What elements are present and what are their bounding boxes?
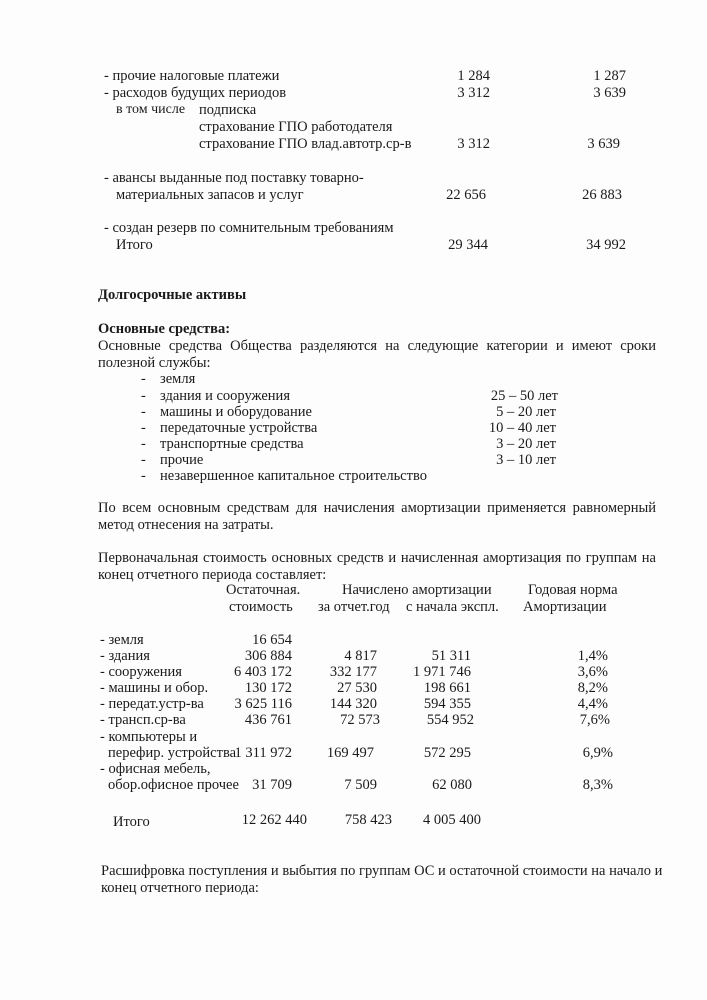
cell-rate: 3,6% <box>577 664 608 680</box>
category-name: прочие <box>160 452 204 468</box>
cell-residual: 130 172 <box>244 680 292 696</box>
row-label: - расходов будущих периодов <box>104 85 287 101</box>
list-bullet: - <box>141 452 146 468</box>
category-name: передаточные устройства <box>160 420 318 436</box>
value-prior: 3 639 <box>587 136 620 152</box>
cell-total: 554 952 <box>426 712 474 728</box>
row-sublabel: страхование ГПО работодателя <box>199 119 393 135</box>
cell-total: 62 080 <box>432 777 472 793</box>
category-name: машины и оборудование <box>160 404 312 420</box>
row-label: - создан резерв по сомнительным требованиям <box>104 220 394 236</box>
cell-total: 1 971 746 <box>413 664 471 680</box>
value-prior: 3 639 <box>593 85 626 101</box>
header-rate-cont: Амортизации <box>523 599 607 615</box>
row-name: - офисная мебель, <box>100 761 211 777</box>
useful-life: 3 – 10 лет <box>496 452 556 468</box>
cell-residual: 1 311 972 <box>234 745 292 761</box>
cell-residual: 16 654 <box>252 632 292 648</box>
value-current: 22 656 <box>446 187 486 203</box>
cell-total: 594 355 <box>423 696 471 712</box>
fixed-assets-intro-cont: полезной службы: <box>98 355 211 371</box>
list-bullet: - <box>141 468 146 484</box>
row-label: - авансы выданные под поставку товарно- <box>104 170 364 186</box>
total-label: Итого <box>113 814 150 830</box>
total-residual: 12 262 440 <box>241 812 307 828</box>
table-intro: Первоначальная стоимость основных средств и начисленная амортизация по группам на <box>98 550 656 566</box>
useful-life: 25 – 50 лет <box>490 388 558 404</box>
category-name: незавершенное капитальное строительство <box>160 468 427 484</box>
list-bullet: - <box>141 404 146 420</box>
row-label: - прочие налоговые платежи <box>104 68 280 84</box>
cell-residual: 31 709 <box>252 777 292 793</box>
cell-year: 27 530 <box>337 680 377 696</box>
row-name: - сооружения <box>100 664 182 680</box>
row-name: - передат.устр-ва <box>100 696 204 712</box>
list-bullet: - <box>141 371 146 387</box>
cell-residual: 6 403 172 <box>234 664 292 680</box>
fixed-assets-heading: Основные средства: <box>98 321 231 337</box>
cell-year: 72 573 <box>340 712 380 728</box>
value-current: 3 312 <box>457 136 490 152</box>
header-residual-cont: стоимость <box>229 599 293 615</box>
depreciation-method-cont: метод отнесения на затраты. <box>98 517 274 533</box>
useful-life: 5 – 20 лет <box>496 404 556 420</box>
row-name: - компьютеры и <box>100 729 198 745</box>
list-bullet: - <box>141 436 146 452</box>
total-since-start: 4 005 400 <box>423 812 481 828</box>
header-for-year: за отчет.год <box>318 599 390 615</box>
cell-rate: 1,4% <box>577 648 608 664</box>
cell-year: 4 817 <box>344 648 377 664</box>
total-label: Итого <box>116 237 153 253</box>
row-label-cont: материальных запасов и услуг <box>116 187 304 203</box>
total-current: 29 344 <box>448 237 488 253</box>
row-name: - здания <box>100 648 150 664</box>
value-prior: 1 287 <box>593 68 626 84</box>
cell-year: 332 177 <box>329 664 377 680</box>
cell-total: 198 661 <box>423 680 471 696</box>
useful-life: 3 – 20 лет <box>496 436 556 452</box>
fixed-assets-intro: Основные средства Общества разделяются на следующие категории и имеют сроки <box>98 338 656 354</box>
section-title: Долгосрочные активы <box>98 287 247 303</box>
row-name-cont: обор.офисное прочее <box>108 777 239 793</box>
cell-rate: 8,2% <box>577 680 608 696</box>
category-name: земля <box>160 371 196 387</box>
value-current: 3 312 <box>457 85 490 101</box>
category-name: здания и сооружения <box>160 388 290 404</box>
cell-year: 7 509 <box>344 777 377 793</box>
cell-year: 169 497 <box>326 745 374 761</box>
value-prior: 26 883 <box>582 187 622 203</box>
list-bullet: - <box>141 388 146 404</box>
row-label: в том числе <box>116 102 186 117</box>
total-prior: 34 992 <box>586 237 626 253</box>
cell-residual: 3 625 116 <box>234 696 292 712</box>
cell-total: 572 295 <box>423 745 471 761</box>
cell-residual: 436 761 <box>244 712 292 728</box>
list-bullet: - <box>141 420 146 436</box>
depreciation-method: По всем основным средствам для начисления амортизации применяется равномерный <box>98 500 656 516</box>
table-intro-cont: конец отчетного периода составляет: <box>98 567 327 583</box>
header-since-start: с начала экспл. <box>406 599 499 615</box>
row-name: - машины и обор. <box>100 680 209 696</box>
row-name-cont: перефир. устройства <box>108 745 237 761</box>
header-residual: Остаточная. <box>226 582 301 598</box>
cell-rate: 8,3% <box>582 777 613 793</box>
cell-residual: 306 884 <box>244 648 292 664</box>
breakdown-intro-cont: конец отчетного периода: <box>101 880 259 896</box>
row-sublabel: подписка <box>199 102 257 118</box>
value-current: 1 284 <box>457 68 490 84</box>
category-name: транспортные средства <box>160 436 304 452</box>
header-rate: Годовая норма <box>528 582 618 598</box>
row-sublabel: страхование ГПО влад.автотр.ср-в <box>199 136 412 152</box>
row-name: - трансп.ср-ва <box>100 712 186 728</box>
row-name: - земля <box>100 632 144 648</box>
cell-total: 51 311 <box>431 648 471 664</box>
cell-rate: 4,4% <box>577 696 608 712</box>
cell-rate: 7,6% <box>579 712 610 728</box>
total-year: 758 423 <box>344 812 392 828</box>
cell-year: 144 320 <box>329 696 377 712</box>
breakdown-intro: Расшифровка поступления и выбытия по группам ОС и остаточной стоимости на начало и <box>101 863 663 879</box>
useful-life: 10 – 40 лет <box>488 420 556 436</box>
cell-rate: 6,9% <box>582 745 613 761</box>
header-accrued: Начислено амортизации <box>342 582 492 598</box>
